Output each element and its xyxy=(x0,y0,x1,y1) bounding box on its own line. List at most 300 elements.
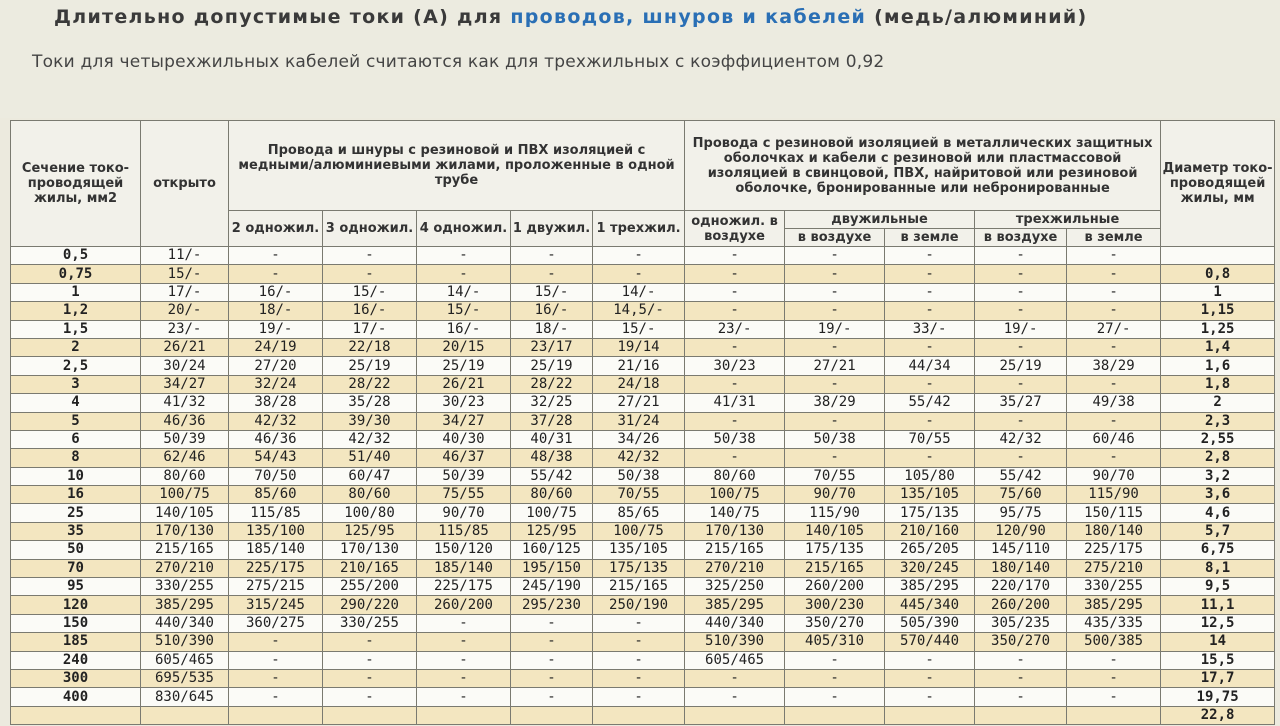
table-cell: - xyxy=(1067,669,1161,687)
table-cell: - xyxy=(593,614,685,632)
table-cell: 60/46 xyxy=(1067,430,1161,448)
table-cell: 150/115 xyxy=(1067,504,1161,522)
table-cell: 275/215 xyxy=(229,578,323,596)
table-cell: 215/165 xyxy=(785,559,885,577)
table-cell: 100/75 xyxy=(141,486,229,504)
table-cell: - xyxy=(1067,283,1161,301)
table-cell: - xyxy=(511,265,593,283)
table-cell: 385/295 xyxy=(141,596,229,614)
table-cell: 120/90 xyxy=(975,522,1067,540)
table-cell: - xyxy=(885,449,975,467)
table-cell: 21/16 xyxy=(593,357,685,375)
table-cell: - xyxy=(229,669,323,687)
table-cell: - xyxy=(975,412,1067,430)
table-cell: - xyxy=(885,283,975,301)
table-cell: 385/295 xyxy=(685,596,785,614)
table-cell: 20/15 xyxy=(417,338,511,356)
table-cell: 225/175 xyxy=(417,578,511,596)
table-row xyxy=(11,706,1275,724)
table-cell: 30/23 xyxy=(685,357,785,375)
table-cell: 330/255 xyxy=(141,578,229,596)
table-cell: 37/28 xyxy=(511,412,593,430)
cell-section: 25 xyxy=(11,504,141,522)
cell-section: 300 xyxy=(11,669,141,687)
table-cell: - xyxy=(1067,247,1161,265)
cell-section: 5 xyxy=(11,412,141,430)
table-cell: - xyxy=(593,688,685,706)
table-cell: 325/250 xyxy=(685,578,785,596)
table-body xyxy=(11,247,1275,725)
table-row xyxy=(11,614,1275,632)
cell-section: 150 xyxy=(11,614,141,632)
table-cell: 220/170 xyxy=(975,578,1067,596)
table-cell: 27/21 xyxy=(593,394,685,412)
table-cell: 170/130 xyxy=(323,541,417,559)
table-cell xyxy=(975,706,1067,724)
table-cell: 275/210 xyxy=(1067,559,1161,577)
table-cell: - xyxy=(593,633,685,651)
page-header xyxy=(0,0,1280,118)
table-cell: 46/36 xyxy=(229,430,323,448)
table-cell: - xyxy=(511,247,593,265)
cell-section: 6 xyxy=(11,430,141,448)
cell-section: 2,5 xyxy=(11,357,141,375)
table-cell: - xyxy=(1067,338,1161,356)
table-cell: 250/190 xyxy=(593,596,685,614)
cell-diameter: 3,6 xyxy=(1161,486,1275,504)
table-cell: 16/- xyxy=(417,320,511,338)
table-cell: 38/29 xyxy=(785,394,885,412)
table-cell xyxy=(593,706,685,724)
table-cell: - xyxy=(593,669,685,687)
table-cell: 605/465 xyxy=(685,651,785,669)
table-cell xyxy=(1067,706,1161,724)
table-cell: - xyxy=(229,651,323,669)
table-cell: - xyxy=(885,688,975,706)
table-cell: 15/- xyxy=(511,283,593,301)
cell-section: 400 xyxy=(11,688,141,706)
table-cell: 180/140 xyxy=(1067,522,1161,540)
cell-diameter: 2,8 xyxy=(1161,449,1275,467)
table-cell: 260/200 xyxy=(417,596,511,614)
table-cell: 185/140 xyxy=(229,541,323,559)
table-cell: - xyxy=(1067,375,1161,393)
cell-section: 0,75 xyxy=(11,265,141,283)
table-cell: 34/27 xyxy=(141,375,229,393)
table-cell xyxy=(885,706,975,724)
table-cell: - xyxy=(685,302,785,320)
table-cell xyxy=(323,706,417,724)
header-group-tube: Провода и шнуры с резиновой и ПВХ изоляцией с медными/алюминиевыми жилами, проложенные в одной трубе xyxy=(229,121,685,211)
table-cell: 48/38 xyxy=(511,449,593,467)
table-row xyxy=(11,320,1275,338)
table-cell: 305/235 xyxy=(975,614,1067,632)
table-row xyxy=(11,467,1275,485)
cell-diameter: 2,3 xyxy=(1161,412,1275,430)
table-cell: 300/230 xyxy=(785,596,885,614)
table-cell: 17/- xyxy=(141,283,229,301)
table-cell: 185/140 xyxy=(417,559,511,577)
table-row xyxy=(11,265,1275,283)
table-cell: 55/42 xyxy=(975,467,1067,485)
table-cell: 175/135 xyxy=(885,504,975,522)
cell-section: 2 xyxy=(11,338,141,356)
table-cell: 210/160 xyxy=(885,522,975,540)
table-cell: 265/205 xyxy=(885,541,975,559)
table-cell: 34/27 xyxy=(417,412,511,430)
table-cell: 34/26 xyxy=(593,430,685,448)
table-cell: 80/60 xyxy=(323,486,417,504)
table-cell: 25/19 xyxy=(417,357,511,375)
table-cell: 135/100 xyxy=(229,522,323,540)
cell-diameter: 1 xyxy=(1161,283,1275,301)
table-cell: 510/390 xyxy=(685,633,785,651)
header-single-in-air: одножил. в воздухе xyxy=(685,211,785,247)
table-cell: - xyxy=(785,338,885,356)
cell-diameter: 22,8 xyxy=(1161,706,1275,724)
table-cell: - xyxy=(511,614,593,632)
table-cell: 60/47 xyxy=(323,467,417,485)
table-cell: - xyxy=(885,651,975,669)
header-two-core-ground: в земле xyxy=(885,229,975,247)
table-cell: 260/200 xyxy=(975,596,1067,614)
table-cell: 75/60 xyxy=(975,486,1067,504)
table-cell: 570/440 xyxy=(885,633,975,651)
table-cell: 255/200 xyxy=(323,578,417,596)
cell-diameter: 3,2 xyxy=(1161,467,1275,485)
table-cell: 170/130 xyxy=(685,522,785,540)
table-cell: 25/19 xyxy=(323,357,417,375)
table-cell: 125/95 xyxy=(511,522,593,540)
title-link[interactable]: проводов, шнуров и кабелей xyxy=(510,6,867,28)
table-cell: - xyxy=(785,247,885,265)
table-cell: 330/255 xyxy=(1067,578,1161,596)
table-cell: - xyxy=(593,651,685,669)
cell-section: 1,5 xyxy=(11,320,141,338)
table-cell: 295/230 xyxy=(511,596,593,614)
table-cell: 140/75 xyxy=(685,504,785,522)
table-row xyxy=(11,247,1275,265)
table-cell: 32/24 xyxy=(229,375,323,393)
table-cell: 510/390 xyxy=(141,633,229,651)
table-cell: 15/- xyxy=(417,302,511,320)
table-cell: 42/32 xyxy=(323,430,417,448)
table-cell: 140/105 xyxy=(141,504,229,522)
table-cell: 33/- xyxy=(885,320,975,338)
table-cell: 19/- xyxy=(229,320,323,338)
table-cell: - xyxy=(975,283,1067,301)
table-cell: 54/43 xyxy=(229,449,323,467)
table-cell xyxy=(417,706,511,724)
table-cell: 41/32 xyxy=(141,394,229,412)
table-cell: 11/- xyxy=(141,247,229,265)
table-cell: 24/18 xyxy=(593,375,685,393)
table-cell: 14/- xyxy=(593,283,685,301)
table-cell: - xyxy=(229,247,323,265)
table-cell: 350/270 xyxy=(975,633,1067,651)
table-cell: 16/- xyxy=(511,302,593,320)
table-row xyxy=(11,651,1275,669)
table-cell: - xyxy=(975,338,1067,356)
table-cell: - xyxy=(785,688,885,706)
table-cell: 80/60 xyxy=(141,467,229,485)
table-cell: 15/- xyxy=(593,320,685,338)
table-cell: - xyxy=(885,247,975,265)
table-cell: 19/- xyxy=(975,320,1067,338)
table-row xyxy=(11,430,1275,448)
table-cell: 20/- xyxy=(141,302,229,320)
table-cell: 18/- xyxy=(511,320,593,338)
table-cell: 435/335 xyxy=(1067,614,1161,632)
table-cell: 16/- xyxy=(323,302,417,320)
cell-diameter: 14 xyxy=(1161,633,1275,651)
cell-diameter: 1,25 xyxy=(1161,320,1275,338)
table-cell: - xyxy=(975,265,1067,283)
table-cell: - xyxy=(785,412,885,430)
cell-diameter: 11,1 xyxy=(1161,596,1275,614)
header-group-cables: Провода с резиновой изоляцией в металлических защитных оболочках и кабели с резиновой или пластмассовой изоляцией в свинцовой, ПВХ, найритовой или резиновой оболочке, бронированные или небронированные xyxy=(685,121,1161,211)
table-cell: - xyxy=(511,688,593,706)
table-cell: - xyxy=(885,302,975,320)
table-cell: - xyxy=(593,265,685,283)
table-cell: 38/28 xyxy=(229,394,323,412)
cell-section: 50 xyxy=(11,541,141,559)
table-cell: 55/42 xyxy=(885,394,975,412)
current-table-wrapper xyxy=(10,120,1274,725)
table-cell: - xyxy=(975,449,1067,467)
table-cell: - xyxy=(685,247,785,265)
table-cell: 14,5/- xyxy=(593,302,685,320)
table-cell: 445/340 xyxy=(885,596,975,614)
table-cell: - xyxy=(1067,688,1161,706)
table-cell: 38/29 xyxy=(1067,357,1161,375)
cell-section: 1,2 xyxy=(11,302,141,320)
table-row xyxy=(11,412,1275,430)
table-cell: 28/22 xyxy=(323,375,417,393)
table-row xyxy=(11,578,1275,596)
table-cell: 50/39 xyxy=(417,467,511,485)
table-cell: - xyxy=(885,412,975,430)
cell-diameter: 2,55 xyxy=(1161,430,1275,448)
table-cell: 30/24 xyxy=(141,357,229,375)
table-cell: 17/- xyxy=(323,320,417,338)
cell-section: 0,5 xyxy=(11,247,141,265)
table-cell: 385/295 xyxy=(1067,596,1161,614)
table-cell: 25/19 xyxy=(511,357,593,375)
table-cell: 80/60 xyxy=(511,486,593,504)
header-tube-col-4: 1 двужил. xyxy=(511,211,593,247)
page-subtitle: Токи для четырехжильных кабелей считаются как для трехжильных с коэффициентом 0,92 xyxy=(32,52,885,72)
table-cell: 50/38 xyxy=(593,467,685,485)
cell-section: 70 xyxy=(11,559,141,577)
table-row xyxy=(11,596,1275,614)
table-cell: 175/135 xyxy=(785,541,885,559)
table-cell xyxy=(229,706,323,724)
table-cell: 135/105 xyxy=(593,541,685,559)
table-cell: 42/32 xyxy=(975,430,1067,448)
table-cell: 210/165 xyxy=(323,559,417,577)
cell-diameter: 15,5 xyxy=(1161,651,1275,669)
table-cell: 19/14 xyxy=(593,338,685,356)
table-cell: 23/- xyxy=(141,320,229,338)
cell-diameter: 1,15 xyxy=(1161,302,1275,320)
table-cell: - xyxy=(511,633,593,651)
table-cell: 100/75 xyxy=(593,522,685,540)
table-cell: - xyxy=(1067,651,1161,669)
table-cell: - xyxy=(1067,302,1161,320)
table-row xyxy=(11,302,1275,320)
table-cell: 90/70 xyxy=(1067,467,1161,485)
table-cell: - xyxy=(593,247,685,265)
table-row xyxy=(11,669,1275,687)
header-three-core-ground: в земле xyxy=(1067,229,1161,247)
header-three-core: трехжильные xyxy=(975,211,1161,229)
table-cell: 160/125 xyxy=(511,541,593,559)
table-cell: - xyxy=(417,669,511,687)
table-cell: 260/200 xyxy=(785,578,885,596)
table-cell: - xyxy=(685,449,785,467)
cell-diameter: 5,7 xyxy=(1161,522,1275,540)
table-cell: 135/105 xyxy=(885,486,975,504)
table-cell: 40/31 xyxy=(511,430,593,448)
table-cell: 19/- xyxy=(785,320,885,338)
table-cell: 35/28 xyxy=(323,394,417,412)
cell-section: 3 xyxy=(11,375,141,393)
table-cell: 105/80 xyxy=(885,467,975,485)
table-cell: - xyxy=(323,265,417,283)
table-cell: 320/245 xyxy=(885,559,975,577)
header-open: открыто xyxy=(141,121,229,247)
table-cell: 50/38 xyxy=(785,430,885,448)
table-cell: - xyxy=(685,283,785,301)
table-cell: 330/255 xyxy=(323,614,417,632)
header-three-core-air: в воздухе xyxy=(975,229,1067,247)
cell-section: 10 xyxy=(11,467,141,485)
cell-diameter: 12,5 xyxy=(1161,614,1275,632)
table-cell: 46/37 xyxy=(417,449,511,467)
table-cell: 90/70 xyxy=(417,504,511,522)
table-row xyxy=(11,357,1275,375)
table-cell: 70/55 xyxy=(593,486,685,504)
table-cell: 100/75 xyxy=(685,486,785,504)
table-cell: - xyxy=(1067,412,1161,430)
table-cell: 385/295 xyxy=(885,578,975,596)
table-cell: 830/645 xyxy=(141,688,229,706)
cell-diameter: 1,4 xyxy=(1161,338,1275,356)
table-cell: 100/80 xyxy=(323,504,417,522)
table-cell: 270/210 xyxy=(685,559,785,577)
table-cell: 25/19 xyxy=(975,357,1067,375)
cell-section: 240 xyxy=(11,651,141,669)
table-cell: - xyxy=(323,688,417,706)
table-row xyxy=(11,633,1275,651)
table-cell: 27/20 xyxy=(229,357,323,375)
table-cell: 46/36 xyxy=(141,412,229,430)
table-cell: 32/25 xyxy=(511,394,593,412)
table-row xyxy=(11,559,1275,577)
table-cell: 605/465 xyxy=(141,651,229,669)
table-cell: - xyxy=(685,669,785,687)
table-cell: 140/105 xyxy=(785,522,885,540)
table-cell: 39/30 xyxy=(323,412,417,430)
table-cell: 85/65 xyxy=(593,504,685,522)
cell-section: 35 xyxy=(11,522,141,540)
cell-diameter: 4,6 xyxy=(1161,504,1275,522)
table-cell: 195/150 xyxy=(511,559,593,577)
table-cell: 70/55 xyxy=(785,467,885,485)
table-cell: 42/32 xyxy=(229,412,323,430)
table-cell: 180/140 xyxy=(975,559,1067,577)
table-cell: - xyxy=(323,633,417,651)
table-cell: 175/135 xyxy=(593,559,685,577)
table-cell: - xyxy=(417,614,511,632)
table-cell: - xyxy=(975,375,1067,393)
title-suffix: (медь/алюминий) xyxy=(866,6,1088,28)
page-title xyxy=(54,6,1087,28)
table-cell: 80/60 xyxy=(685,467,785,485)
table-cell: 51/40 xyxy=(323,449,417,467)
cell-section: 120 xyxy=(11,596,141,614)
table-cell: 85/60 xyxy=(229,486,323,504)
table-cell: - xyxy=(229,265,323,283)
table-cell: 245/190 xyxy=(511,578,593,596)
table-cell: 115/85 xyxy=(229,504,323,522)
table-cell: - xyxy=(685,375,785,393)
table-cell: 31/24 xyxy=(593,412,685,430)
table-cell: 44/34 xyxy=(885,357,975,375)
table-cell: - xyxy=(229,688,323,706)
table-cell: 115/85 xyxy=(417,522,511,540)
table-cell: 23/17 xyxy=(511,338,593,356)
table-cell: 22/18 xyxy=(323,338,417,356)
table-row xyxy=(11,486,1275,504)
cell-diameter xyxy=(1161,247,1275,265)
table-row xyxy=(11,394,1275,412)
table-cell: - xyxy=(785,651,885,669)
cell-diameter: 17,7 xyxy=(1161,669,1275,687)
table-cell: - xyxy=(975,247,1067,265)
table-cell: - xyxy=(685,265,785,283)
table-cell: 23/- xyxy=(685,320,785,338)
table-cell: - xyxy=(417,633,511,651)
table-cell: 215/165 xyxy=(593,578,685,596)
table-cell: - xyxy=(785,375,885,393)
header-two-core: двужильные xyxy=(785,211,975,229)
table-cell: 50/38 xyxy=(685,430,785,448)
header-two-core-air: в воздухе xyxy=(785,229,885,247)
table-cell: 70/50 xyxy=(229,467,323,485)
table-cell: 41/31 xyxy=(685,394,785,412)
table-cell: - xyxy=(885,375,975,393)
header-tube-col-5: 1 трехжил. xyxy=(593,211,685,247)
table-cell: - xyxy=(323,669,417,687)
table-cell: 115/90 xyxy=(785,504,885,522)
cell-diameter: 19,75 xyxy=(1161,688,1275,706)
header-tube-col-1: 2 одножил. xyxy=(229,211,323,247)
table-cell: 15/- xyxy=(323,283,417,301)
cell-diameter: 1,6 xyxy=(1161,357,1275,375)
table-cell: 95/75 xyxy=(975,504,1067,522)
table-cell: 405/310 xyxy=(785,633,885,651)
table-cell: 28/22 xyxy=(511,375,593,393)
table-cell: - xyxy=(975,669,1067,687)
table-cell: 225/175 xyxy=(229,559,323,577)
table-cell: 26/21 xyxy=(417,375,511,393)
table-cell: 24/19 xyxy=(229,338,323,356)
table-cell: - xyxy=(785,302,885,320)
table-row xyxy=(11,504,1275,522)
table-cell: 145/110 xyxy=(975,541,1067,559)
